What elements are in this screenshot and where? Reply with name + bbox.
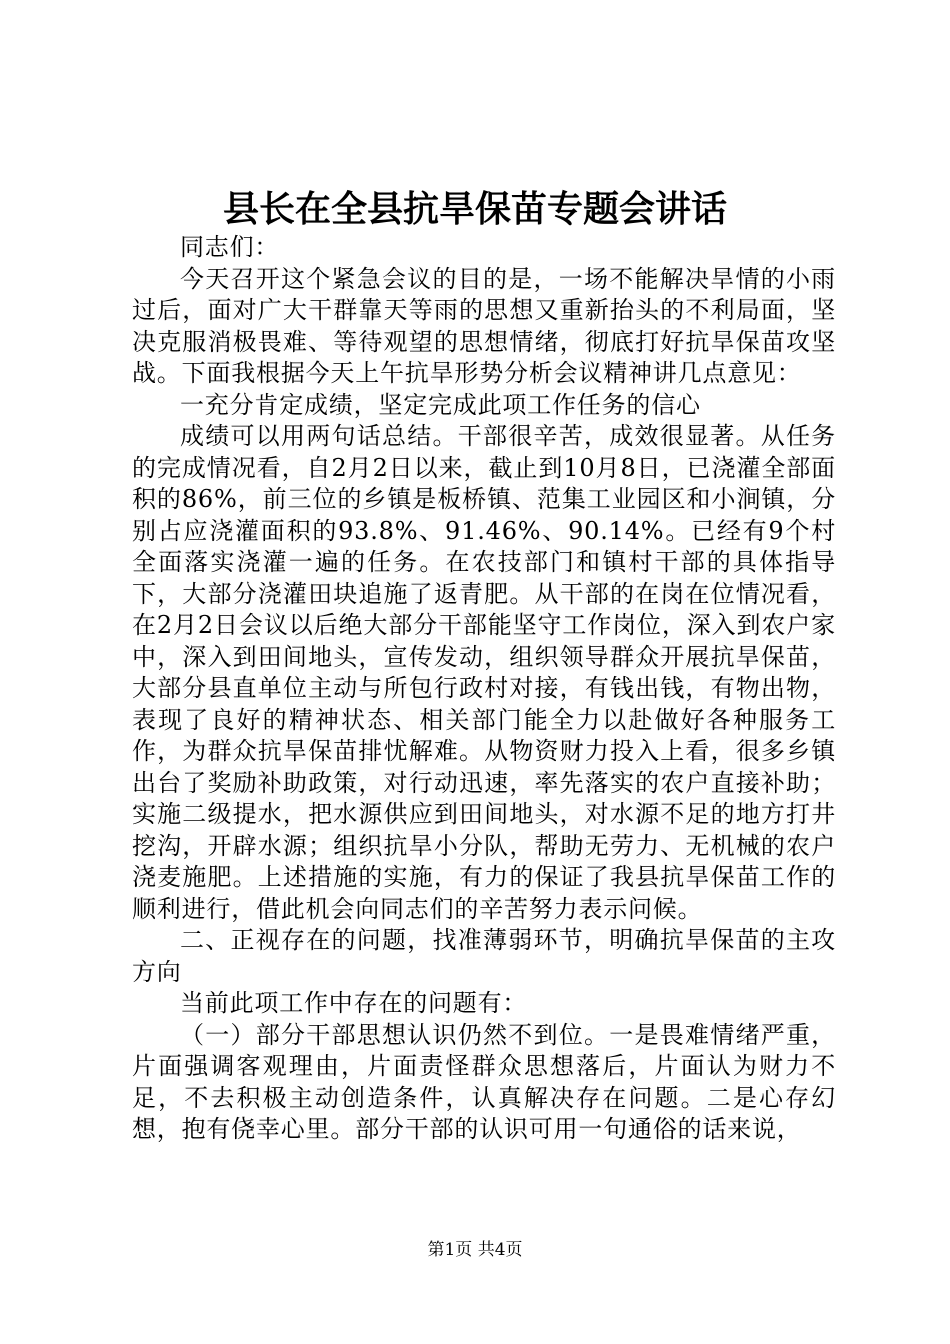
salutation: 同志们： (180, 233, 280, 261)
document-body (132, 232, 836, 1146)
paragraph-achievements: 成绩可以用两句话总结。干部很辛苦，成效很显著。从任务的完成情况看，自2月2日以来，截止到10月8日，已浇灌全部面积的86%，前三位的乡镇是板桥镇、范集工业园区和小涧镇，分别占应浇灌面积的93.8%、91.46%、90.14%。已经有9个村全面落实浇灌一遍的任务。在农技部门和镇村干部的具体指导下，大部分浇灌田块追施了返青肥。从干部的在岗在位情况看，在2月2日会议以后绝大部分干部能坚守工作岗位，深入到农户家中，深入到田间地头，宣传发动，组织领导群众开展抗旱保苗，大部分县直单位主动与所包行政村对接，有钱出钱，有物出物，表现了良好的精神状态、相关部门能全力以赴做好各种服务工作，为群众抗旱保苗排忧解难。从物资财力投入上看，很多乡镇出台了奖励补助政策，对行动迅速，率先落实的农户直接补助；实施二级提水，把水源供应到田间地头，对水源不足的地方打井挖沟，开辟水源；组织抗旱小分队，帮助无劳力、无机械的农户浇麦施肥。上述措施的实施，有力的保证了我县抗旱保苗工作的顺利进行，借此机会向同志们的辛苦努力表示问候。 (132, 422, 836, 923)
paragraph-intro: 今天召开这个紧急会议的目的是，一场不能解决旱情的小雨过后，面对广大干群靠天等雨的思想又重新抬头的不利局面，坚决克服消极畏难、等待观望的思想情绪，彻底打好抗旱保苗攻坚战。下面我根据今天上午抗旱形势分析会议精神讲几点意见： (132, 264, 836, 387)
paragraph-problem-1: （一）部分干部思想认识仍然不到位。一是畏难情绪严重，片面强调客观理由，片面责怪群众思想落后，片面认为财力不足，不去积极主动创造条件，认真解决存在问题。二是心存幻想，抱有侥幸心里。部分干部的认识可用一句通俗的话来说， (132, 1020, 836, 1143)
section-heading-1: 一充分肯定成绩，坚定完成此项工作任务的信心 (180, 390, 701, 419)
page-footer: 第1页 共4页 (427, 1240, 523, 1260)
section-heading-2: 二、正视存在的问题，找准薄弱环节，明确抗旱保苗的主攻方向 (132, 926, 836, 986)
paragraph-problems-intro: 当前此项工作中存在的问题有： (180, 989, 528, 1017)
document-title: 县长在全县抗旱保苗专题会讲话 (222, 188, 727, 230)
